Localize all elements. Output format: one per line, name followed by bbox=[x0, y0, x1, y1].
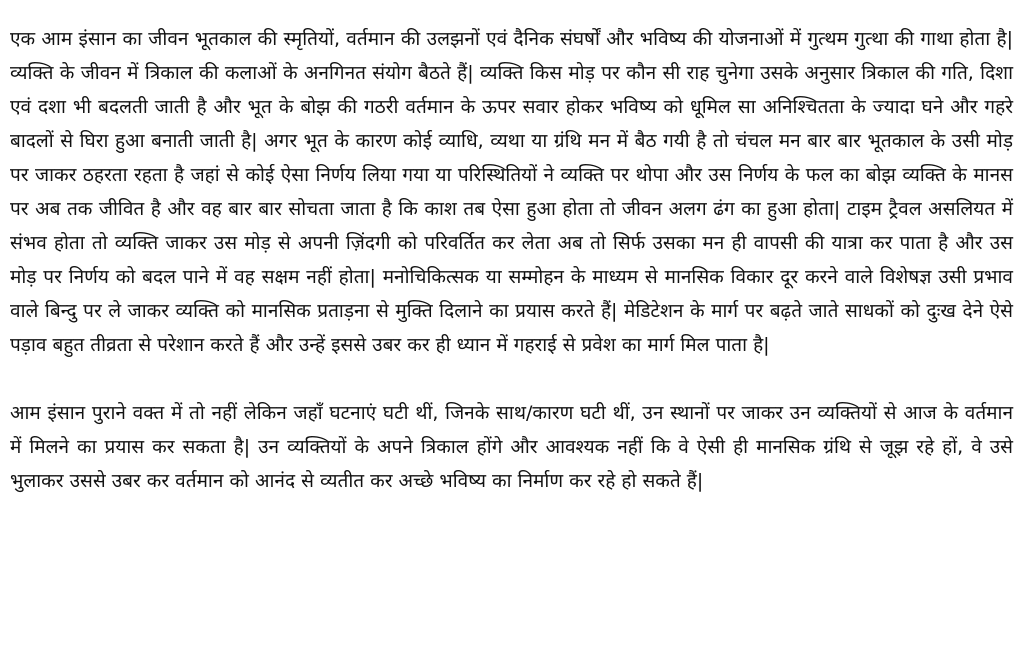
paragraph-2: आम इंसान पुराने वक्त में तो नहीं लेकिन जहाँ घटनाएं घटी थीं, जिनके साथ/कारण घटी थीं, उन स्थानों पर जाकर उन व्यक्तियों से आज के वर्तमान में मिलने का प्रयास कर सकता है| उन व्यक्तियों के अपने त्रिकाल होंगे और आवश्यक नहीं कि वे ऐसी ही मानसिक ग्रंथि से जूझ रहे हों, वे उसे भुलाकर उससे उबर कर वर्तमान को आनंद से व्यतीत कर अच्छे भविष्य का निर्माण कर रहे हो सकते हैं| bbox=[10, 402, 1013, 492]
paragraph-1: एक आम इंसान का जीवन भूतकाल की स्मृतियों, वर्तमान की उलझनों एवं दैनिक संघर्षों और भविष्य की योजनाओं में गुत्थम गुत्था की गाथा होता है| व्यक्ति के जीवन में त्रिकाल की कलाओं के अनगिनत संयोग बैठते हैं| व्यक्ति किस मोड़ पर कौन सी राह चुनेगा उसके अनुसार त्रिकाल की गति, दिशा एवं दशा भी बदलती जाती है और भूत के बोझ की गठरी वर्तमान के ऊपर सवार होकर भविष्य को धूमिल सा अनिश्चितता के ज्यादा घने और गहरे बादलों से घिरा हुआ बनाती जाती है| अगर भूत के कारण कोई व्याधि, व्यथा या ग्रंथि मन में बैठ गयी है तो चंचल मन बार बार भूतकाल के उसी मोड़ पर जाकर ठहरता रहता है जहां से कोई ऐसा निर्णय लिया गया या परिस्थितियों ने व्यक्ति पर थोपा और उस निर्णय के फल का बोझ व्यक्ति के मानस पर अब तक जीवित है और वह बार बार सोचता जाता है कि काश तब ऐसा हुआ होता तो जीवन अलग ढंग का हुआ होता| टाइम ट्रैवल असलियत में संभव होता तो व्यक्ति जाकर उस मोड़ से अपनी ज़िंदगी को परिवर्तित कर लेता अब तो सिर्फ उसका मन ही वापसी की यात्रा कर पाता है और उस मोड़ पर निर्णय को बदल पाने में वह सक्षम नहीं होता| मनोचिकित्सक या सम्मोहन के माध्यम से मानसिक विकार दूर करने वाले विशेषज्ञ उसी प्रभाव वाले बिन्दु पर ले जाकर व्यक्ति को मानसिक प्रताड़ना से मुक्ति दिलाने का प्रयास करते हैं| मेडिटेशन के मार्ग पर बढ़ते जाते साधकों को दुःख देने ऐसे पड़ाव बहुत तीव्रता से परेशान करते हैं और उन्हें इससे उबर कर ही ध्यान में गहराई से प्रवेश का मार्ग मिल पाता है| bbox=[10, 28, 1013, 356]
